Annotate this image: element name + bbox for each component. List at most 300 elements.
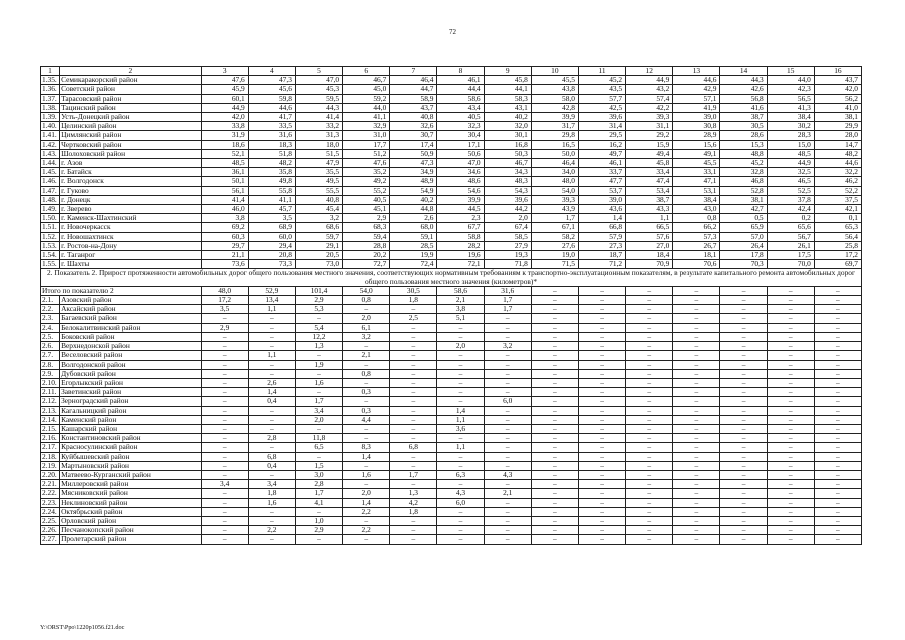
value-cell: –	[814, 323, 861, 332]
value-cell: –	[531, 351, 578, 360]
value-cell: –	[437, 452, 484, 461]
value-cell: 31,1	[626, 122, 673, 131]
value-cell: 25,8	[814, 241, 861, 250]
row-number: 2.9.	[41, 369, 60, 378]
value-cell: –	[767, 470, 814, 479]
value-cell: –	[201, 397, 248, 406]
value-cell: 27,6	[531, 241, 578, 250]
value-cell: –	[437, 507, 484, 516]
value-cell: –	[201, 342, 248, 351]
value-cell: 59,2	[343, 94, 390, 103]
value-cell: 43,1	[484, 103, 531, 112]
value-cell: 18,6	[201, 140, 248, 149]
value-cell: 30,8	[673, 122, 720, 131]
value-cell: –	[578, 388, 625, 397]
value-cell: 57,9	[578, 232, 625, 241]
value-cell: 1,4	[578, 214, 625, 223]
value-cell: 33,4	[626, 168, 673, 177]
section-heading: 2. Показатель 2. Прирост протяженности автомобильных дорог общего пользования местного значения, соответствующих нормативным требованиям к транспортно-эксплуатационным показателям, в результате капитального ремонта автомобильных дорог общего пользования местного значения (километров)*	[41, 269, 862, 286]
value-cell: 6,1	[343, 323, 390, 332]
value-cell: 49,4	[626, 149, 673, 158]
row-name: Цимлянский район	[60, 131, 202, 140]
value-cell: –	[626, 388, 673, 397]
value-cell: 66,5	[626, 223, 673, 232]
value-cell: 42,5	[578, 103, 625, 112]
value-cell: –	[531, 305, 578, 314]
value-cell: –	[484, 332, 531, 341]
value-cell: 44,2	[484, 205, 531, 214]
value-cell: –	[767, 351, 814, 360]
row-number: 2.16.	[41, 434, 60, 443]
row-number: 1.41.	[41, 131, 60, 140]
value-cell: 53,1	[673, 186, 720, 195]
value-cell: –	[248, 470, 295, 479]
value-cell: 33,2	[295, 122, 342, 131]
value-cell: 44,9	[767, 159, 814, 168]
value-cell: –	[201, 461, 248, 470]
value-cell: 51,2	[343, 149, 390, 158]
value-cell: 72,1	[437, 260, 484, 269]
value-cell: –	[437, 369, 484, 378]
row-name: Зерноградский район	[60, 397, 202, 406]
value-cell: 51,8	[248, 149, 295, 158]
value-cell: –	[673, 424, 720, 433]
table-row	[41, 103, 862, 112]
row-name: Матвеево-Курганский район	[60, 470, 202, 479]
row-name: г. Каменск-Шахтинский	[60, 214, 202, 223]
value-cell: 70,0	[767, 260, 814, 269]
value-cell: –	[295, 507, 342, 516]
value-cell: 4,1	[295, 498, 342, 507]
value-cell: 57,0	[720, 232, 767, 241]
value-cell: –	[626, 369, 673, 378]
value-cell: –	[248, 314, 295, 323]
value-cell: –	[343, 342, 390, 351]
table-row	[41, 461, 862, 470]
value-cell: 45,1	[343, 205, 390, 214]
column-header: 12	[626, 67, 673, 76]
table-row	[41, 113, 862, 122]
value-cell: 3,5	[201, 305, 248, 314]
value-cell: 45,8	[626, 159, 673, 168]
value-cell: 2,1	[437, 296, 484, 305]
value-cell: 17,4	[390, 140, 437, 149]
value-cell: –	[578, 305, 625, 314]
value-cell: 42,7	[720, 205, 767, 214]
value-cell: 0,1	[814, 214, 861, 223]
value-cell: –	[578, 342, 625, 351]
value-cell: 2,0	[484, 214, 531, 223]
value-cell: –	[626, 489, 673, 498]
value-cell: 21,1	[201, 251, 248, 260]
value-cell: 45,3	[295, 85, 342, 94]
table-row	[41, 452, 862, 461]
value-cell: –	[767, 461, 814, 470]
value-cell: –	[295, 351, 342, 360]
table-row	[41, 443, 862, 452]
value-cell: 30,1	[484, 131, 531, 140]
value-cell: 42,4	[767, 205, 814, 214]
value-cell: –	[390, 516, 437, 525]
value-cell: –	[390, 406, 437, 415]
value-cell: –	[531, 360, 578, 369]
value-cell: –	[578, 314, 625, 323]
value-cell: 48,6	[437, 177, 484, 186]
value-cell: –	[578, 516, 625, 525]
value-cell: 27,0	[626, 241, 673, 250]
total-value-cell: 52,9	[248, 286, 295, 295]
value-cell: 33,5	[248, 122, 295, 131]
value-cell: 52,5	[767, 186, 814, 195]
value-cell: 1,4	[437, 406, 484, 415]
value-cell: 17,2	[201, 296, 248, 305]
value-cell: 46,7	[484, 159, 531, 168]
column-header: 7	[390, 67, 437, 76]
row-name: Мартыновский район	[60, 461, 202, 470]
value-cell: –	[673, 470, 720, 479]
value-cell: 57,4	[626, 94, 673, 103]
value-cell: 1,6	[343, 470, 390, 479]
value-cell: 35,2	[343, 168, 390, 177]
value-cell: –	[484, 498, 531, 507]
total-value-cell: 31,6	[484, 286, 531, 295]
value-cell: 2,3	[437, 214, 484, 223]
value-cell: 41,6	[720, 103, 767, 112]
value-cell: –	[390, 415, 437, 424]
value-cell: 48,5	[201, 159, 248, 168]
value-cell: 57,3	[673, 232, 720, 241]
row-number: 2.6.	[41, 342, 60, 351]
row-name: г. Донецк	[60, 195, 202, 204]
row-name: Целинский район	[60, 122, 202, 131]
value-cell: 33,1	[673, 168, 720, 177]
row-name: Октябрьский район	[60, 507, 202, 516]
value-cell: –	[767, 443, 814, 452]
value-cell: 2,2	[343, 526, 390, 535]
value-cell: –	[390, 461, 437, 470]
row-number: 1.55.	[41, 260, 60, 269]
value-cell: –	[531, 443, 578, 452]
value-cell: 59,7	[295, 232, 342, 241]
value-cell: 40,5	[437, 113, 484, 122]
value-cell: 4,3	[484, 470, 531, 479]
value-cell: 34,9	[390, 168, 437, 177]
value-cell: 32,8	[720, 168, 767, 177]
value-cell: –	[295, 452, 342, 461]
value-cell: 41,1	[248, 195, 295, 204]
row-name: г. Новошахтинск	[60, 232, 202, 241]
table-row	[41, 122, 862, 131]
value-cell: 0,8	[343, 296, 390, 305]
value-cell: 71,8	[484, 260, 531, 269]
value-cell: 44,6	[248, 103, 295, 112]
value-cell: 32,2	[814, 168, 861, 177]
value-cell: –	[626, 332, 673, 341]
value-cell: 31,4	[578, 122, 625, 131]
value-cell: –	[673, 305, 720, 314]
total-label: Итого по показателю 2	[41, 286, 202, 295]
value-cell: –	[626, 378, 673, 387]
value-cell: –	[295, 424, 342, 433]
value-cell: 28,2	[437, 241, 484, 250]
value-cell: 46,0	[201, 205, 248, 214]
value-cell: 39,0	[578, 195, 625, 204]
value-cell: 65,9	[720, 223, 767, 232]
value-cell: –	[767, 507, 814, 516]
value-cell: –	[343, 305, 390, 314]
value-cell: –	[437, 351, 484, 360]
value-cell: 38,7	[626, 195, 673, 204]
value-cell: 41,7	[248, 113, 295, 122]
value-cell: –	[673, 526, 720, 535]
value-cell: 44,7	[390, 85, 437, 94]
column-header: 15	[767, 67, 814, 76]
value-cell: –	[814, 360, 861, 369]
table-row	[41, 223, 862, 232]
value-cell: 2,8	[248, 434, 295, 443]
value-cell: 48,8	[720, 149, 767, 158]
value-cell: 72,7	[343, 260, 390, 269]
value-cell: 16,5	[531, 140, 578, 149]
value-cell: –	[201, 443, 248, 452]
row-name: г. Батайск	[60, 168, 202, 177]
value-cell: –	[578, 489, 625, 498]
value-cell: –	[720, 498, 767, 507]
value-cell: –	[248, 507, 295, 516]
value-cell: 50,6	[437, 149, 484, 158]
value-cell: –	[531, 406, 578, 415]
row-number: 2.8.	[41, 360, 60, 369]
value-cell: 43,5	[578, 85, 625, 94]
value-cell: 29,5	[578, 131, 625, 140]
value-cell: 0,3	[343, 406, 390, 415]
value-cell: 18,3	[248, 140, 295, 149]
value-cell: 0,2	[767, 214, 814, 223]
value-cell: 3,8	[437, 305, 484, 314]
value-cell: 38,4	[673, 195, 720, 204]
value-cell: 54,6	[437, 186, 484, 195]
value-cell: –	[626, 452, 673, 461]
row-number: 2.13.	[41, 406, 60, 415]
value-cell: 1,4	[248, 388, 295, 397]
value-cell: 48,2	[814, 149, 861, 158]
value-cell: 47,6	[343, 159, 390, 168]
value-cell: 45,9	[201, 85, 248, 94]
value-cell: 41,3	[767, 103, 814, 112]
value-cell: –	[626, 360, 673, 369]
value-cell: –	[720, 516, 767, 525]
value-cell: 46,1	[578, 159, 625, 168]
value-cell: 41,4	[201, 195, 248, 204]
value-cell: 65,3	[814, 223, 861, 232]
value-cell: –	[767, 516, 814, 525]
value-cell: –	[578, 296, 625, 305]
value-cell: 68,0	[390, 223, 437, 232]
value-cell: –	[814, 351, 861, 360]
value-cell: –	[720, 369, 767, 378]
value-cell: 42,0	[201, 113, 248, 122]
value-cell: 58,6	[437, 94, 484, 103]
value-cell: 3,4	[248, 480, 295, 489]
value-cell: 31,3	[295, 131, 342, 140]
value-cell: –	[295, 388, 342, 397]
value-cell: –	[814, 516, 861, 525]
value-cell: –	[390, 332, 437, 341]
value-cell: –	[720, 461, 767, 470]
value-cell: –	[390, 480, 437, 489]
row-name: Пролетарский район	[60, 535, 202, 544]
value-cell: –	[767, 406, 814, 415]
table-row	[41, 434, 862, 443]
value-cell: 67,4	[484, 223, 531, 232]
value-cell: –	[531, 480, 578, 489]
row-name: Тацинский район	[60, 103, 202, 112]
row-name: Аксайский район	[60, 305, 202, 314]
value-cell: 5,3	[295, 305, 342, 314]
row-number: 2.11.	[41, 388, 60, 397]
value-cell: 2,9	[295, 526, 342, 535]
value-cell: 60,3	[201, 232, 248, 241]
row-name: Неклиновский район	[60, 498, 202, 507]
value-cell: 67,7	[437, 223, 484, 232]
value-cell: 44,3	[720, 76, 767, 85]
value-cell: –	[720, 470, 767, 479]
value-cell: –	[437, 526, 484, 535]
value-cell: –	[201, 452, 248, 461]
value-cell: 2,0	[343, 489, 390, 498]
value-cell: 1,3	[390, 489, 437, 498]
value-cell: 17,7	[343, 140, 390, 149]
row-number: 1.39.	[41, 113, 60, 122]
value-cell: –	[626, 498, 673, 507]
value-cell: 1,1	[437, 443, 484, 452]
value-cell: –	[343, 378, 390, 387]
value-cell: 20,5	[295, 251, 342, 260]
row-name: г. Зверево	[60, 205, 202, 214]
value-cell: 42,0	[814, 85, 861, 94]
value-cell: 48,5	[767, 149, 814, 158]
value-cell: –	[720, 406, 767, 415]
value-cell: –	[814, 489, 861, 498]
row-name: г. Гуково	[60, 186, 202, 195]
value-cell: 32,5	[767, 168, 814, 177]
value-cell: 31,0	[343, 131, 390, 140]
value-cell: –	[767, 378, 814, 387]
value-cell: –	[814, 397, 861, 406]
value-cell: –	[201, 526, 248, 535]
value-cell: 18,1	[673, 251, 720, 260]
value-cell: –	[201, 434, 248, 443]
value-cell: 43,7	[390, 103, 437, 112]
value-cell: –	[673, 489, 720, 498]
value-cell: 53,7	[578, 186, 625, 195]
value-cell: –	[531, 314, 578, 323]
value-cell: 70,3	[720, 260, 767, 269]
value-cell: 32,3	[437, 122, 484, 131]
value-cell: 1,8	[248, 489, 295, 498]
value-cell: 33,7	[578, 168, 625, 177]
value-cell: 52,2	[814, 186, 861, 195]
value-cell: 14,7	[814, 140, 861, 149]
value-cell: –	[531, 342, 578, 351]
total-value-cell: 48,0	[201, 286, 248, 295]
value-cell: –	[578, 323, 625, 332]
value-cell: 39,9	[531, 113, 578, 122]
value-cell: –	[814, 415, 861, 424]
table-row	[41, 241, 862, 250]
value-cell: –	[767, 452, 814, 461]
column-header: 16	[814, 67, 861, 76]
value-cell: –	[201, 360, 248, 369]
value-cell: –	[767, 415, 814, 424]
table-row	[41, 397, 862, 406]
value-cell: 1,6	[295, 378, 342, 387]
value-cell: 45,6	[248, 85, 295, 94]
value-cell: –	[437, 434, 484, 443]
header-row	[41, 67, 862, 76]
row-number: 2.2.	[41, 305, 60, 314]
value-cell: 42,6	[720, 85, 767, 94]
value-cell: 39,0	[673, 113, 720, 122]
value-cell: –	[814, 424, 861, 433]
row-number: 2.24.	[41, 507, 60, 516]
value-cell: –	[201, 489, 248, 498]
value-cell: 34,0	[531, 168, 578, 177]
row-number: 2.23.	[41, 498, 60, 507]
value-cell: –	[531, 378, 578, 387]
value-cell: 60,1	[201, 94, 248, 103]
row-number: 1.35.	[41, 76, 60, 85]
value-cell: –	[673, 397, 720, 406]
value-cell: –	[767, 360, 814, 369]
value-cell: –	[531, 489, 578, 498]
row-number: 2.1.	[41, 296, 60, 305]
value-cell: –	[484, 516, 531, 525]
row-number: 1.51.	[41, 223, 60, 232]
value-cell: –	[720, 296, 767, 305]
value-cell: –	[626, 424, 673, 433]
value-cell: –	[673, 415, 720, 424]
value-cell: –	[484, 415, 531, 424]
row-number: 2.12.	[41, 397, 60, 406]
value-cell: –	[720, 314, 767, 323]
table-row	[41, 415, 862, 424]
row-number: 1.37.	[41, 94, 60, 103]
value-cell: –	[626, 296, 673, 305]
value-cell: 70,6	[673, 260, 720, 269]
value-cell: 45,8	[484, 76, 531, 85]
value-cell: 68,6	[295, 223, 342, 232]
value-cell: –	[248, 415, 295, 424]
table-row	[41, 296, 862, 305]
value-cell: 65,6	[767, 223, 814, 232]
value-cell: –	[814, 507, 861, 516]
value-cell: –	[578, 397, 625, 406]
value-cell: –	[720, 507, 767, 516]
value-cell: 2,9	[201, 323, 248, 332]
value-cell: –	[814, 296, 861, 305]
value-cell: –	[578, 378, 625, 387]
value-cell: 66,2	[673, 223, 720, 232]
value-cell: 17,1	[437, 140, 484, 149]
value-cell: –	[295, 314, 342, 323]
value-cell: 55,5	[295, 186, 342, 195]
value-cell: 28,8	[343, 241, 390, 250]
value-cell: 36,1	[201, 168, 248, 177]
column-header: 8	[437, 67, 484, 76]
row-number: 2.5.	[41, 332, 60, 341]
row-number: 1.36.	[41, 85, 60, 94]
